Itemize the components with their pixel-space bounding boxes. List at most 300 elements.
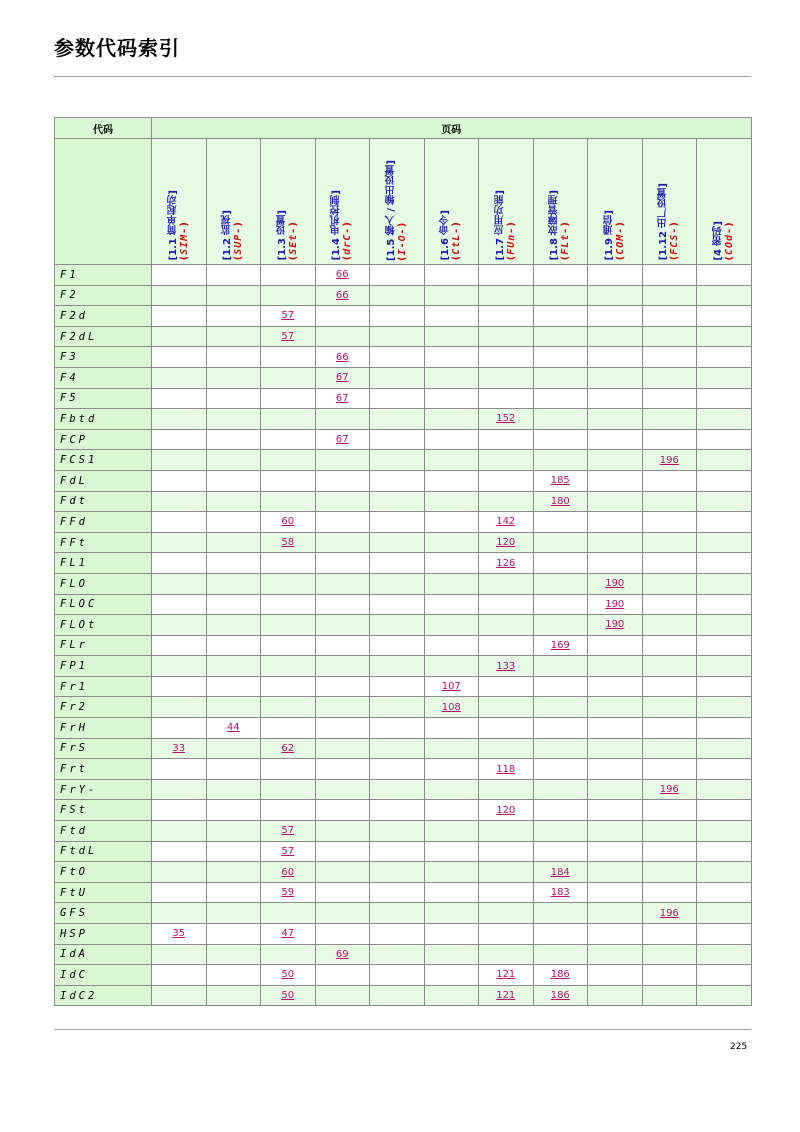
page-cell [533,594,588,615]
page-cell [588,388,643,409]
table-row [55,718,752,739]
page-link[interactable]: 69 [335,948,349,960]
menu-label: [1.1 简单起动] [167,190,179,261]
page-cell [261,882,316,903]
page-cell [206,265,261,286]
page-cell [152,285,207,306]
page-cell [370,841,425,862]
page-link[interactable]: 152 [496,413,516,425]
page-cell [479,491,534,512]
page-cell [315,697,370,718]
page-cell [697,573,752,594]
page-cell [261,718,316,739]
page-link[interactable]: 66 [335,351,349,363]
page-cell [261,821,316,842]
page-cell [479,429,534,450]
parameter-code: Fdt [55,491,152,512]
page-cell [261,924,316,945]
page-cell [588,965,643,986]
parameter-code: FrH [55,718,152,739]
page-cell [261,347,316,368]
page-cell [315,779,370,800]
parameter-code: FtO [55,862,152,883]
page-cell [642,285,697,306]
menu-label: [1.4 电机控制] [331,190,343,261]
page-cell [697,656,752,677]
parameter-code: FFd [55,512,152,533]
page-cell [642,924,697,945]
page-cell [261,985,316,1006]
page-cell [261,615,316,636]
page-cell [588,821,643,842]
top-divider [54,76,751,77]
page-cell [533,553,588,574]
parameter-code: FL1 [55,553,152,574]
page-cell [315,738,370,759]
page-cell [261,470,316,491]
menu-label: [1.6 命令] [440,210,452,261]
page-cell [315,944,370,965]
page-link[interactable]: 66 [335,289,349,301]
page-cell [261,841,316,862]
page-cell [533,532,588,553]
page-cell [315,924,370,945]
page-cell [206,800,261,821]
page-cell [642,635,697,656]
page-cell [152,944,207,965]
page-cell [261,532,316,553]
page-link[interactable]: 57 [281,845,295,857]
page-cell [479,738,534,759]
page-cell [642,759,697,780]
page-link[interactable]: 184 [550,866,570,878]
page-cell [533,800,588,821]
page-cell [315,759,370,780]
page-cell [533,409,588,430]
page-cell [370,862,425,883]
menu-header-row [55,139,752,265]
page-cell [424,367,479,388]
page-link[interactable]: 190 [605,598,625,610]
menu-label: [1.7 应用功能] [494,190,506,261]
page-link[interactable]: 57 [281,825,295,837]
page-cell [533,903,588,924]
page-cell [642,532,697,553]
page-cell [152,862,207,883]
page-link[interactable]: 60 [281,866,295,878]
page-link[interactable]: 186 [550,969,570,981]
menu-label: [1.5 输入 / 输出设置] [385,159,397,261]
table-row [55,862,752,883]
page-cell [479,862,534,883]
menu-code: (FLt-) [560,221,572,261]
page-cell [261,594,316,615]
parameter-code: FFt [55,532,152,553]
menu-column-header [152,139,207,265]
page-cell [588,512,643,533]
page-cell [315,903,370,924]
page-cell [697,367,752,388]
page-cell [479,347,534,368]
page-cell [697,759,752,780]
page-cell [533,470,588,491]
page-cell [370,759,425,780]
page-cell [533,615,588,636]
page-cell [315,367,370,388]
page-link[interactable]: 196 [659,454,679,466]
page-cell [642,409,697,430]
page-number: 225 [730,1042,748,1052]
page-cell [206,985,261,1006]
page-cell [642,306,697,327]
page-cell [152,779,207,800]
parameter-code: FrY- [55,779,152,800]
page-cell [206,532,261,553]
page-cell [588,944,643,965]
page-link[interactable]: 108 [441,701,461,713]
table-row [55,779,752,800]
page-cell [424,965,479,986]
page-link[interactable]: 185 [550,475,570,487]
page-cell [533,326,588,347]
page-cell [315,985,370,1006]
table-row [55,594,752,615]
page-cell [642,718,697,739]
page-link[interactable]: 57 [281,331,295,343]
page-cell [533,285,588,306]
table-row [55,573,752,594]
table-row [55,470,752,491]
page-cell [315,409,370,430]
page-cell [315,718,370,739]
menu-label: [1.3 设置] [276,210,288,261]
table-row [55,697,752,718]
page-cell [642,265,697,286]
parameter-code: IdC [55,965,152,986]
page-cell [697,903,752,924]
page-cell [152,985,207,1006]
page-cell [152,676,207,697]
page-cell [479,800,534,821]
page-cell [315,388,370,409]
menu-column-header [533,139,588,265]
table-row [55,512,752,533]
page-cell [152,882,207,903]
page-cell [697,821,752,842]
page-cell [424,450,479,471]
page-cell [261,265,316,286]
page-cell [152,573,207,594]
page-cell [152,265,207,286]
page-link[interactable]: 59 [281,887,295,899]
page-link[interactable]: 66 [335,269,349,281]
page-cell [642,656,697,677]
page-cell [533,944,588,965]
page-cell [642,779,697,800]
page-link[interactable]: 50 [281,969,295,981]
page-cell [588,265,643,286]
page-cell [533,985,588,1006]
page-cell [370,738,425,759]
page-cell [533,635,588,656]
page-cell [261,285,316,306]
page-link[interactable]: 67 [335,372,349,384]
menu-label: [1.9 通信] [603,210,615,261]
page-cell [588,882,643,903]
page-cell [152,965,207,986]
page-title: 参数代码索引 [54,36,180,60]
table-row [55,841,752,862]
page-cell [697,697,752,718]
page-cell [261,903,316,924]
page-link[interactable]: 133 [496,660,516,672]
table-row [55,656,752,677]
page-cell [479,656,534,677]
page-cell [424,470,479,491]
page-cell [479,388,534,409]
menu-column-header [479,139,534,265]
page-cell [370,367,425,388]
page-cell [479,470,534,491]
page-cell [152,821,207,842]
page-cell [697,676,752,697]
page-cell [206,635,261,656]
menu-label: [1.2 监视] [222,210,234,261]
page-cell [206,450,261,471]
page-cell [588,800,643,821]
page-cell [588,409,643,430]
parameter-code: FCP [55,429,152,450]
page-column-header: 页码 [152,118,752,139]
page-cell [424,903,479,924]
page-cell [642,615,697,636]
page-cell [424,779,479,800]
table-row [55,985,752,1006]
page-cell [642,697,697,718]
page-cell [533,718,588,739]
page-link[interactable]: 183 [550,887,570,899]
page-cell [479,924,534,945]
page-cell [697,491,752,512]
header-corner-cell [55,139,152,265]
menu-column-header [642,139,697,265]
page-cell [697,615,752,636]
page-cell [315,491,370,512]
page-cell [370,512,425,533]
page-cell [588,347,643,368]
page-cell [261,676,316,697]
page-cell [206,944,261,965]
page-cell [697,429,752,450]
page-cell [315,326,370,347]
parameter-code: FCS1 [55,450,152,471]
page-cell [479,326,534,347]
page-cell [588,656,643,677]
page-cell [588,450,643,471]
page-link[interactable]: 121 [496,990,516,1002]
page-cell [261,862,316,883]
parameter-code: FLOt [55,615,152,636]
page-cell [424,985,479,1006]
page-cell [315,429,370,450]
page-cell [479,676,534,697]
page-cell [533,265,588,286]
page-cell [261,573,316,594]
menu-column-header [206,139,261,265]
page-link[interactable]: 169 [550,639,570,651]
page-link[interactable]: 44 [226,722,240,734]
page-link[interactable]: 120 [496,537,516,549]
page-cell [533,779,588,800]
page-cell [261,450,316,471]
page-cell [479,985,534,1006]
page-cell [697,265,752,286]
page-cell [642,470,697,491]
page-cell [642,573,697,594]
menu-code: (FCS-) [669,221,681,261]
page-cell [533,512,588,533]
page-cell [206,882,261,903]
page-cell [588,697,643,718]
page-link[interactable]: 118 [496,763,516,775]
menu-code: (SUP-) [233,221,245,261]
page-link[interactable]: 190 [605,619,625,631]
page-link[interactable]: 62 [281,742,295,754]
page-cell [152,594,207,615]
table-row [55,882,752,903]
page-cell [206,553,261,574]
page-cell [588,985,643,1006]
page-link[interactable]: 196 [659,784,679,796]
page-cell [370,985,425,1006]
page-cell [152,491,207,512]
page-cell [479,573,534,594]
page-cell [315,882,370,903]
parameter-code: FtdL [55,841,152,862]
page-cell [479,697,534,718]
page-cell [697,635,752,656]
page-link[interactable]: 67 [335,434,349,446]
page-link[interactable]: 35 [172,928,186,940]
page-cell [206,367,261,388]
page-cell [588,779,643,800]
page-link[interactable]: 50 [281,990,295,1002]
page-cell [152,718,207,739]
page-link[interactable]: 107 [441,681,461,693]
page-cell [424,326,479,347]
page-link[interactable]: 120 [496,804,516,816]
page-cell [315,676,370,697]
menu-code: (FUn-) [505,221,517,261]
page-link[interactable]: 33 [172,742,186,754]
table-row [55,409,752,430]
page-cell [370,450,425,471]
page-cell [533,841,588,862]
page-cell [370,965,425,986]
page-link[interactable]: 47 [281,928,295,940]
parameter-code: F2dL [55,326,152,347]
page-link[interactable]: 196 [659,907,679,919]
page-cell [424,409,479,430]
parameter-code: IdC2 [55,985,152,1006]
page-cell [206,697,261,718]
page-cell [479,306,534,327]
page-cell [533,924,588,945]
page-cell [370,903,425,924]
page-cell [206,285,261,306]
menu-code: (CtL-) [451,221,463,261]
page-cell [315,656,370,677]
page-cell [697,326,752,347]
page-cell [370,532,425,553]
page-cell [315,470,370,491]
page-cell [642,450,697,471]
page-cell [424,429,479,450]
page-link[interactable]: 180 [550,495,570,507]
page-cell [261,656,316,677]
menu-column-header [370,139,425,265]
page-link[interactable]: 60 [281,516,295,528]
page-link[interactable]: 58 [281,537,295,549]
page-link[interactable]: 186 [550,990,570,1002]
page-link[interactable]: 126 [496,557,516,569]
page-cell [479,718,534,739]
parameter-code: IdA [55,944,152,965]
menu-column-header [697,139,752,265]
page-cell [424,635,479,656]
table-row [55,965,752,986]
page-cell [642,429,697,450]
page-link[interactable]: 190 [605,578,625,590]
page-cell [206,512,261,533]
page-cell [697,470,752,491]
page-cell [697,409,752,430]
page-cell [315,347,370,368]
page-cell [697,306,752,327]
page-cell [315,553,370,574]
bottom-divider [54,1029,751,1030]
table-row [55,800,752,821]
menu-code: (SIM-) [178,221,190,261]
page-cell [588,429,643,450]
page-cell [588,594,643,615]
page-cell [206,326,261,347]
page-cell [479,367,534,388]
page-cell [206,718,261,739]
page-cell [533,388,588,409]
page-cell [533,821,588,842]
table-row [55,306,752,327]
page-cell [370,779,425,800]
page-cell [315,615,370,636]
table-row [55,367,752,388]
parameter-code: F5 [55,388,152,409]
page-cell [370,347,425,368]
page-cell [315,532,370,553]
page-link[interactable]: 57 [281,310,295,322]
page-link[interactable]: 142 [496,516,516,528]
page-cell [479,635,534,656]
table-row [55,553,752,574]
page-link[interactable]: 121 [496,969,516,981]
page-cell [206,821,261,842]
page-link[interactable]: 67 [335,392,349,404]
page-cell [370,615,425,636]
page-cell [152,470,207,491]
page-cell [697,800,752,821]
page-cell [588,532,643,553]
page-cell [206,779,261,800]
